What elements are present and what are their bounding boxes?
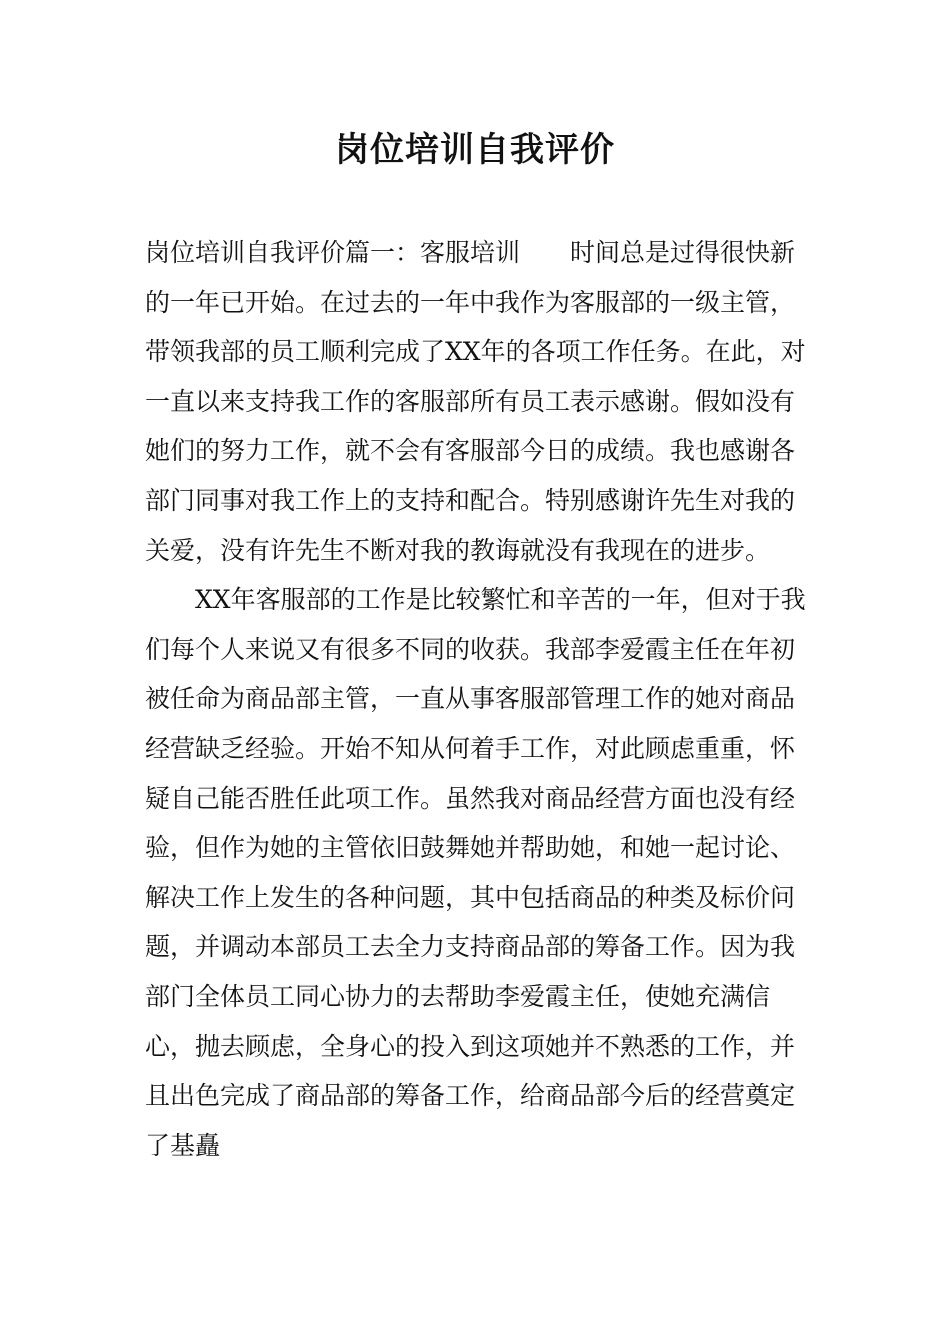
document-title: 岗位培训自我评价 <box>335 130 615 170</box>
paragraph-intro: 岗位培训自我评价篇一：客服培训 时间总是过得很快新的一年已开始。在过去的一年中我作为客服部的一级主管，带领我部的员工顺利完成了XX年的各项工作任务。在此，对一直以来支持我工作的客服部所有员工表示感谢。假如没有她们的努力工作，就不会有客服部今日的成绩。我也感谢各部门同事对我工作上的支持和配合。特别感谢许先生对我的关爱，没有许先生不断对我的教诲就没有我现在的进步。 <box>145 238 806 565</box>
document-body <box>145 228 810 1170</box>
paragraph-work-review: XX年客服部的工作是比较繁忙和辛苦的一年，但对于我们每个人来说又有很多不同的收获。我部李爱霞主任在年初被任命为商品部主管，一直从事客服部管理工作的她对商品经营缺乏经验。开始不知从何着手工作，对此顾虑重重，怀疑自己能否胜任此项工作。虽然我对商品经营方面也没有经验，但作为她的主管依旧鼓舞她并帮助她，和她一起讨论、解决工作上发生的各种问题，其中包括商品的种类及标价问题，并调动本部员工去全力支持商品部的筹备工作。因为我部门全体员工同心协力的去帮助李爱霞主任，使她充满信心，抛去顾虑，全身心的投入到这项她并不熟悉的工作，并且出色完成了商品部的筹备工作，给商品部今后的经营奠定了基矗 <box>145 585 806 1160</box>
